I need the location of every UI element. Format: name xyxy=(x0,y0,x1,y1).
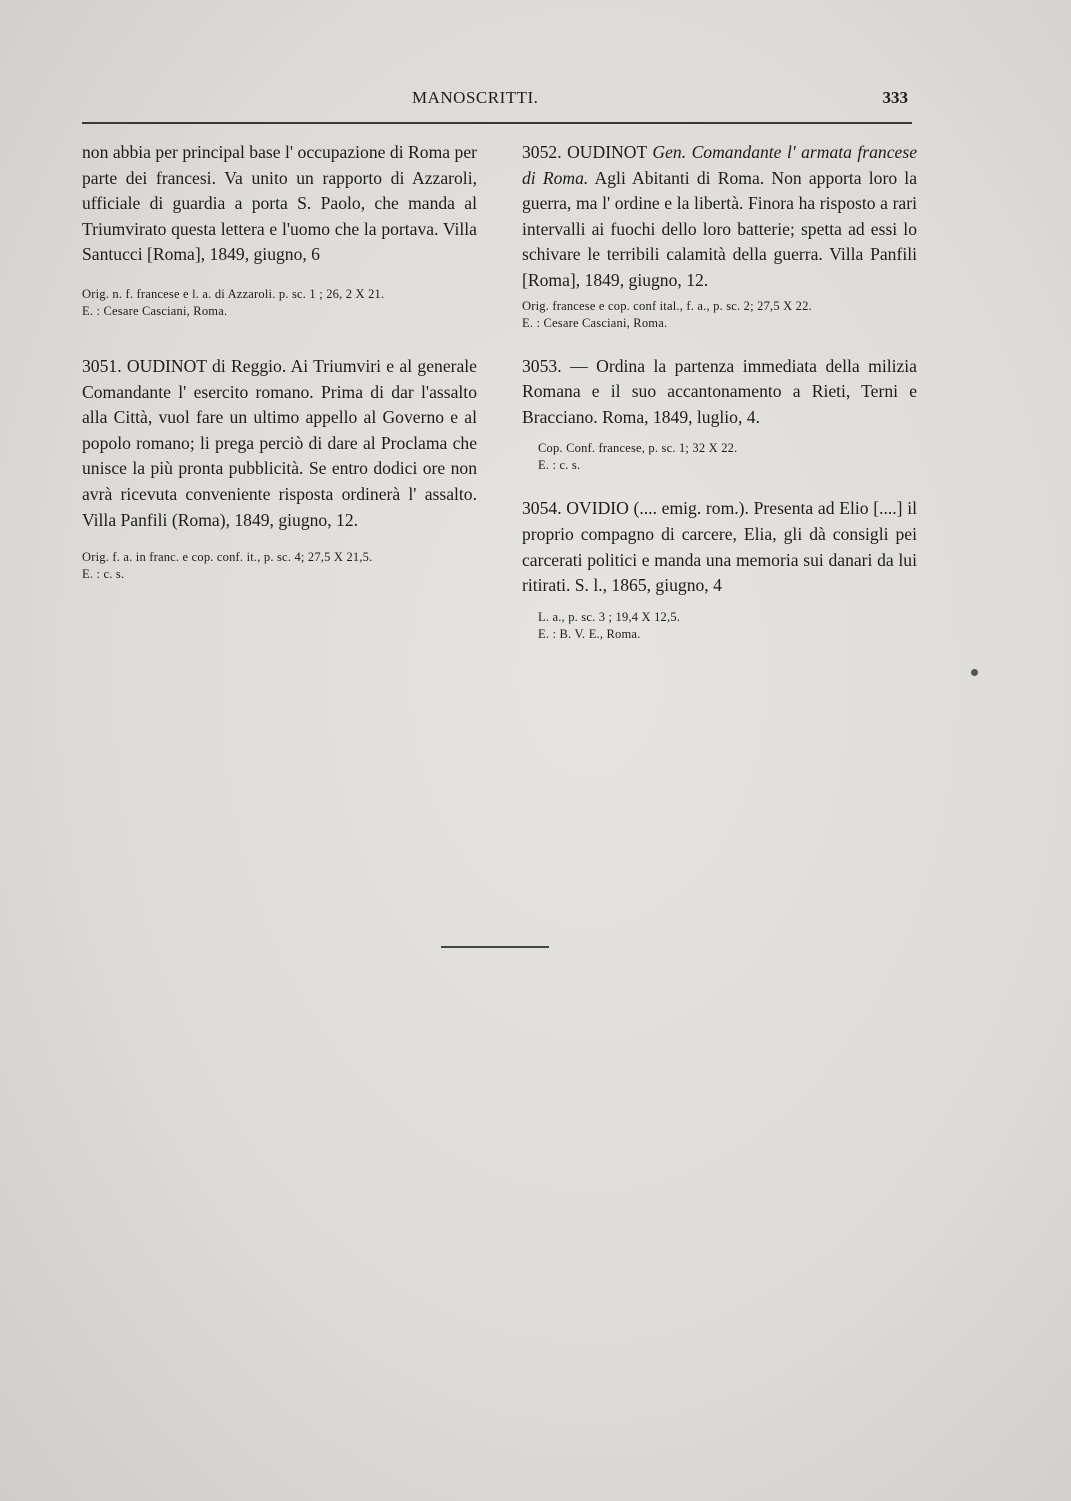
entry-meta xyxy=(522,609,917,643)
entry-text: Agli Abitanti di Roma. Non apporta loro la guerra, ma l' ordine e la libertà. Finora ha risposto a rari intervalli ai fuochi dello loro batterie; spetta ad essi lo schivare le terribili calamità della guerra. Villa Panfili [Roma], 1849, giugno, 12. xyxy=(522,167,917,290)
meta-origin: Orig. francese e cop. conf ital., f. a., p. sc. 2; 27,5 X 22. xyxy=(522,298,812,313)
entry-number: 3053. xyxy=(522,355,562,376)
entry-3051 xyxy=(82,354,477,583)
entry-text: — Ordina la partenza immediata della milizia Romana e il suo accantonamento a Rieti, Terni e Bracciano. Roma, 1849, luglio, 4. xyxy=(522,355,917,427)
running-title: MANOSCRITTI. xyxy=(412,88,539,107)
left-column xyxy=(82,140,477,583)
meta-origin: L. a., p. sc. 3 ; 19,4 X 12,5. xyxy=(538,609,681,624)
entry-meta xyxy=(82,549,477,583)
meta-origin: Orig. f. a. in franc. e cop. conf. it., p. sc. 4; 27,5 X 21,5. xyxy=(82,550,373,565)
right-column xyxy=(522,140,917,643)
page-header xyxy=(82,88,912,120)
entry-title: Gen. Comandante l' armata francese di Roma. xyxy=(522,142,917,188)
entry-meta xyxy=(522,440,917,474)
entry-text: non abbia per principal base l' occupazione di Roma per parte dei francesi. Va unito un rapporto di Azzaroli, ufficiale di guardia a porta S. Paolo, che manda al Triumvirato questa lettera e l'uomo che la portava. Villa Santucci [Roma], 1849, giugno, 6 xyxy=(82,142,477,265)
entry-continuation xyxy=(82,140,477,320)
entry-body xyxy=(522,140,917,294)
page-number: 333 xyxy=(882,88,908,107)
entry-body xyxy=(522,354,917,431)
entry-3053 xyxy=(522,354,917,475)
entry-body xyxy=(82,354,477,533)
meta-owner: E. : Cesare Casciani, Roma. xyxy=(522,315,668,330)
entry-text: OVIDIO (.... emig. rom.). Presenta ad Elio [....] il proprio compagno di carcere, Elia, gli dà consigli pei carcerati politici e manda una memoria sui danari da lui ritirati. S. l., 1865, giugno, 4 xyxy=(522,498,918,596)
entry-meta xyxy=(522,298,917,332)
bleed-through-text xyxy=(90,780,94,800)
meta-owner: E. : B. V. E., Roma. xyxy=(538,626,641,641)
meta-owner: E. : c. s. xyxy=(82,567,125,582)
entry-text: OUDINOT di Reggio. Ai Triumviri e al generale Comandante l' esercito romano. Prima di dar l'assalto alla Città, vuol fare un ultimo appello al Governo e al popolo romano; li prega perciò di dare al Proclama che unisce la più pronta pubblicità. Se entro dodici ore non avrà ricevuta conveniente risposta ordinerà l' assalto. Villa Panfili (Roma), 1849, giugno, 12. xyxy=(82,355,477,530)
meta-origin: Cop. Conf. francese, p. sc. 1; 32 X 22. xyxy=(538,441,738,456)
entry-body xyxy=(522,496,917,598)
meta-origin: Orig. n. f. francese e l. a. di Azzaroli. p. sc. 1 ; 26, 2 X 21. xyxy=(82,286,385,301)
entry-number: 3054. xyxy=(522,498,562,519)
meta-owner: E. : c. s. xyxy=(538,458,581,473)
header-rule xyxy=(82,122,912,124)
meta-owner: E. : Cesare Casciani, Roma. xyxy=(82,303,228,318)
section-end-rule xyxy=(441,946,549,948)
ink-speck xyxy=(971,669,978,676)
entry-name: OUDINOT xyxy=(567,142,647,162)
entry-3054 xyxy=(522,496,917,642)
entry-3052 xyxy=(522,140,917,332)
entry-number: 3052. xyxy=(522,142,562,162)
entry-meta xyxy=(82,286,477,320)
entry-number: 3051. xyxy=(82,355,122,376)
